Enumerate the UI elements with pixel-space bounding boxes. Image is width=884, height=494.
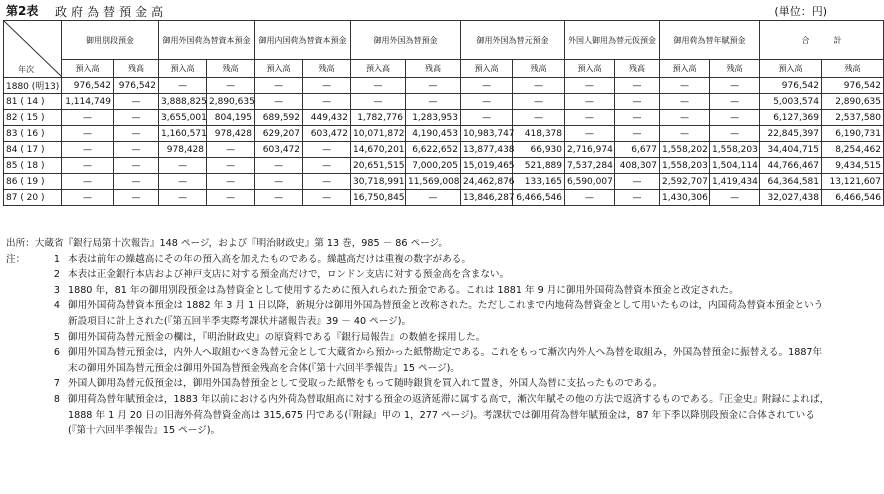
group-header: 外国人御用為替元仮預金 bbox=[565, 21, 660, 60]
value-cell: — bbox=[615, 174, 660, 190]
value-cell: 978,428 bbox=[159, 142, 207, 158]
value-cell: — bbox=[255, 78, 303, 94]
value-cell: — bbox=[255, 174, 303, 190]
year-cell: 83 ( 16 ) bbox=[4, 126, 62, 142]
value-cell: — bbox=[114, 158, 159, 174]
value-cell: 603,472 bbox=[303, 126, 351, 142]
value-cell: — bbox=[114, 126, 159, 142]
group-header: 御用別段預金 bbox=[62, 21, 159, 60]
value-cell: — bbox=[461, 78, 513, 94]
value-cell: — bbox=[710, 110, 760, 126]
value-cell: — bbox=[255, 158, 303, 174]
value-cell: 1,558,203 bbox=[710, 142, 760, 158]
value-cell: — bbox=[615, 94, 660, 110]
subheader-cell: 預入高 bbox=[351, 60, 406, 78]
value-cell: — bbox=[710, 126, 760, 142]
value-cell: — bbox=[114, 190, 159, 206]
group-header: 御用外国為替元預金 bbox=[461, 21, 565, 60]
note-prefix: 注： bbox=[6, 253, 26, 265]
value-cell: — bbox=[62, 110, 114, 126]
source-line: 出所：大蔵省『銀行局第十次報告』148 ページ，および『明治財政史』第 13 巻，985 － 86 ページ。 bbox=[6, 238, 448, 249]
value-cell: 1,504,114 bbox=[710, 158, 760, 174]
value-cell: 8,254,462 bbox=[822, 142, 884, 158]
value-cell: 2,537,580 bbox=[822, 110, 884, 126]
value-cell: — bbox=[159, 78, 207, 94]
note-number: 7 bbox=[53, 378, 60, 390]
value-cell: — bbox=[255, 190, 303, 206]
value-cell: 1,419,434 bbox=[710, 174, 760, 190]
value-cell: — bbox=[62, 190, 114, 206]
group-header: 合 計 bbox=[760, 21, 884, 60]
corner-cell bbox=[4, 21, 62, 78]
value-cell: 9,434,515 bbox=[822, 158, 884, 174]
note-text: 外国人御用為替元仮預金は，御用外国為替預金として受取った紙幣をもって随時銀貨を買入れて置き，外国人為替に支払ったものである。 bbox=[68, 378, 663, 390]
subheader-cell: 残高 bbox=[513, 60, 565, 78]
value-cell: — bbox=[207, 158, 255, 174]
subheader-row bbox=[4, 60, 884, 78]
deposit-table bbox=[3, 20, 884, 206]
value-cell: 4,190,453 bbox=[406, 126, 461, 142]
year-cell: 82 ( 15 ) bbox=[4, 110, 62, 126]
year-cell: 1880 (明13) bbox=[4, 78, 62, 94]
value-cell: — bbox=[351, 94, 406, 110]
value-cell: — bbox=[114, 94, 159, 110]
subheader-cell: 預入高 bbox=[760, 60, 822, 78]
value-cell: — bbox=[660, 126, 710, 142]
value-cell: 15,019,465 bbox=[461, 158, 513, 174]
value-cell: 978,428 bbox=[207, 126, 255, 142]
note-item bbox=[6, 345, 831, 376]
note-text: 御用外国荷為替資本預金は 1882 年 3 月 1 日以降，新規分は御用外国為替預金と改称された。ただしこれまで内地荷為替資金として用いたものは，内国荷為替資本預金という新設項目に計上された(『第五回半季実際考課状并諸報告表』39 － 40 ページ)。 bbox=[68, 300, 824, 327]
year-cell: 81 ( 14 ) bbox=[4, 94, 62, 110]
table-title: 政府為替預金高 bbox=[55, 5, 168, 19]
note-text: 御用外国荷為替元預金の欄は，『明治財政史』の原資料である『銀行局報告』の数値を採用した。 bbox=[68, 331, 486, 343]
value-cell: 16,750,845 bbox=[351, 190, 406, 206]
value-cell: — bbox=[303, 174, 351, 190]
value-cell: 13,877,438 bbox=[461, 142, 513, 158]
value-cell: — bbox=[303, 142, 351, 158]
value-cell: — bbox=[565, 126, 615, 142]
subheader-cell: 残高 bbox=[822, 60, 884, 78]
value-cell: 1,160,571 bbox=[159, 126, 207, 142]
note-prefix bbox=[6, 298, 30, 329]
value-cell: — bbox=[159, 174, 207, 190]
group-header: 御用荷為替年賦預金 bbox=[660, 21, 760, 60]
value-cell: 976,542 bbox=[114, 78, 159, 94]
value-cell: 20,651,515 bbox=[351, 158, 406, 174]
group-header: 御用内国荷為替資本預金 bbox=[255, 21, 351, 60]
value-cell: — bbox=[255, 94, 303, 110]
value-cell: — bbox=[461, 94, 513, 110]
value-cell: 32,027,438 bbox=[760, 190, 822, 206]
table-row bbox=[4, 94, 884, 110]
value-cell: 1,114,749 bbox=[62, 94, 114, 110]
value-cell: 976,542 bbox=[822, 78, 884, 94]
value-cell: — bbox=[513, 110, 565, 126]
value-cell: 2,890,635 bbox=[207, 94, 255, 110]
value-cell: — bbox=[207, 142, 255, 158]
value-cell: — bbox=[513, 78, 565, 94]
value-cell: 449,432 bbox=[303, 110, 351, 126]
value-cell: — bbox=[406, 190, 461, 206]
value-cell: — bbox=[710, 94, 760, 110]
value-cell: 1,430,306 bbox=[660, 190, 710, 206]
note-number: 1 bbox=[53, 253, 60, 265]
subheader-cell: 預入高 bbox=[660, 60, 710, 78]
note-prefix bbox=[6, 283, 30, 299]
value-cell: 976,542 bbox=[62, 78, 114, 94]
value-cell: 6,466,546 bbox=[822, 190, 884, 206]
note-number: 6 bbox=[53, 347, 60, 359]
value-cell: 44,766,467 bbox=[760, 158, 822, 174]
value-cell: — bbox=[615, 110, 660, 126]
value-cell: — bbox=[62, 174, 114, 190]
value-cell: 6,622,652 bbox=[406, 142, 461, 158]
value-cell: 1,782,776 bbox=[351, 110, 406, 126]
value-cell: 1,558,202 bbox=[660, 142, 710, 158]
value-cell: — bbox=[62, 158, 114, 174]
value-cell: — bbox=[207, 174, 255, 190]
value-cell: 689,592 bbox=[255, 110, 303, 126]
value-cell: 1,558,203 bbox=[660, 158, 710, 174]
value-cell: — bbox=[710, 190, 760, 206]
table-row bbox=[4, 126, 884, 142]
value-cell: 7,537,284 bbox=[565, 158, 615, 174]
value-cell: 10,983,747 bbox=[461, 126, 513, 142]
value-cell: — bbox=[159, 190, 207, 206]
value-cell: 10,071,872 bbox=[351, 126, 406, 142]
subheader-cell: 預入高 bbox=[62, 60, 114, 78]
subheader-cell: 残高 bbox=[615, 60, 660, 78]
note-text: 1880 年，81 年の御用別段預金は為替資金として使用するために預入れられた預金である。これは 1881 年 9 月に御用外国荷為替資本預金と改定された。 bbox=[68, 284, 739, 296]
note-number: 5 bbox=[53, 331, 60, 343]
note-prefix bbox=[6, 392, 30, 439]
value-cell: 34,404,715 bbox=[760, 142, 822, 158]
value-cell: 14,670,201 bbox=[351, 142, 406, 158]
value-cell: — bbox=[615, 190, 660, 206]
note-number: 3 bbox=[53, 284, 60, 296]
value-cell: 2,592,707 bbox=[660, 174, 710, 190]
value-cell: — bbox=[565, 94, 615, 110]
note-item bbox=[6, 298, 831, 329]
value-cell: — bbox=[62, 126, 114, 142]
value-cell: 521,889 bbox=[513, 158, 565, 174]
value-cell: 629,207 bbox=[255, 126, 303, 142]
value-cell: 133,165 bbox=[513, 174, 565, 190]
note-number: 4 bbox=[53, 300, 60, 312]
value-cell: 22,845,397 bbox=[760, 126, 822, 142]
subheader-cell: 残高 bbox=[114, 60, 159, 78]
value-cell: — bbox=[710, 78, 760, 94]
subheader-cell: 残高 bbox=[710, 60, 760, 78]
value-cell: 11,569,008 bbox=[406, 174, 461, 190]
value-cell: 418,378 bbox=[513, 126, 565, 142]
group-header: 御用外国為替預金 bbox=[351, 21, 461, 60]
value-cell: 3,888,825 bbox=[159, 94, 207, 110]
year-cell: 84 ( 17 ) bbox=[4, 142, 62, 158]
subheader-cell: 預入高 bbox=[565, 60, 615, 78]
value-cell: — bbox=[351, 78, 406, 94]
value-cell: 6,677 bbox=[615, 142, 660, 158]
value-cell: 13,121,607 bbox=[822, 174, 884, 190]
table-row bbox=[4, 158, 884, 174]
value-cell: 7,000,205 bbox=[406, 158, 461, 174]
value-cell: — bbox=[660, 110, 710, 126]
value-cell: — bbox=[114, 142, 159, 158]
note-text: 御用外国為替元預金は，内外人へ取組むべき為替元金として大蔵省から預かった紙幣勘定である。これをもって漸次内外人へ為替を取組み，外国為替預金に振替える。1887年末の御用外国為替元預金は御用外国為替預金残高を合体(『第十六回半季報告』15 ページ)。 bbox=[68, 347, 823, 374]
year-cell: 85 ( 18 ) bbox=[4, 158, 62, 174]
value-cell: 2,716,974 bbox=[565, 142, 615, 158]
value-cell: 6,590,007 bbox=[565, 174, 615, 190]
value-cell: — bbox=[660, 78, 710, 94]
value-cell: 24,462,876 bbox=[461, 174, 513, 190]
note-prefix bbox=[6, 376, 30, 392]
note-item bbox=[6, 267, 831, 283]
note-number: 2 bbox=[53, 269, 60, 281]
note-prefix bbox=[6, 330, 30, 346]
value-cell: 66,930 bbox=[513, 142, 565, 158]
value-cell: — bbox=[207, 190, 255, 206]
table-row bbox=[4, 142, 884, 158]
subheader-cell: 残高 bbox=[406, 60, 461, 78]
value-cell: 603,472 bbox=[255, 142, 303, 158]
table-row bbox=[4, 78, 884, 94]
note-text: 御用荷為替年賦預金は，1883 年以前における内外荷為替取組高に対する預金の返済延滞に属する高で，漸次年賦その他の方法で返済するものである。『正金史』附録によれば，1888 年 1 月 20 日の旧海外荷為替資金高は 315,675 円である(『附録』甲の 1，277 ページ)。考課状では御用荷為替年賦預金は，87 年下季以降別段預金に合体されている(『第十六回半季報告』15 ページ)。 bbox=[68, 393, 830, 437]
subheader-cell: 預入高 bbox=[255, 60, 303, 78]
value-cell: 13,846,287 bbox=[461, 190, 513, 206]
value-cell: 3,655,001 bbox=[159, 110, 207, 126]
note-prefix bbox=[6, 345, 30, 376]
table-number: 第2表 bbox=[6, 4, 39, 18]
value-cell: 6,190,731 bbox=[822, 126, 884, 142]
unit-label: (単位：円) bbox=[774, 5, 827, 18]
value-cell: — bbox=[159, 158, 207, 174]
value-cell: — bbox=[114, 174, 159, 190]
value-cell: — bbox=[62, 142, 114, 158]
subheader-cell: 残高 bbox=[303, 60, 351, 78]
table-row bbox=[4, 190, 884, 206]
year-column-label: 年次 bbox=[18, 65, 34, 74]
table-row bbox=[4, 110, 884, 126]
subheader-cell: 残高 bbox=[207, 60, 255, 78]
notes-section bbox=[6, 236, 831, 439]
value-cell: — bbox=[615, 126, 660, 142]
note-item bbox=[6, 252, 831, 268]
value-cell: — bbox=[114, 110, 159, 126]
value-cell: 64,364,581 bbox=[760, 174, 822, 190]
value-cell: — bbox=[565, 78, 615, 94]
value-cell: 5,003,574 bbox=[760, 94, 822, 110]
subheader-cell: 預入高 bbox=[159, 60, 207, 78]
value-cell: 408,307 bbox=[615, 158, 660, 174]
subheader-cell: 預入高 bbox=[461, 60, 513, 78]
value-cell: — bbox=[615, 78, 660, 94]
value-cell: — bbox=[461, 110, 513, 126]
note-item bbox=[6, 392, 831, 439]
value-cell: — bbox=[303, 190, 351, 206]
value-cell: — bbox=[660, 94, 710, 110]
value-cell: 30,718,991 bbox=[351, 174, 406, 190]
value-cell: 6,466,546 bbox=[513, 190, 565, 206]
table-header bbox=[0, 0, 839, 20]
value-cell: — bbox=[565, 110, 615, 126]
note-prefix bbox=[6, 267, 30, 283]
value-cell: — bbox=[406, 94, 461, 110]
value-cell: — bbox=[406, 78, 461, 94]
value-cell: — bbox=[303, 94, 351, 110]
value-cell: — bbox=[565, 190, 615, 206]
value-cell: 6,127,369 bbox=[760, 110, 822, 126]
note-text: 本表は前年の繰越高にその年の預入高を加えたものである。繰越高だけは重複の数字がある。 bbox=[68, 253, 471, 265]
table-body bbox=[4, 78, 884, 206]
note-item bbox=[6, 330, 831, 346]
year-cell: 87 ( 20 ) bbox=[4, 190, 62, 206]
note-number: 8 bbox=[53, 393, 60, 405]
note-text: 本表は正金銀行本店および神戸支店に対する預金高だけで，ロンドン支店に対する預金高を含まない。 bbox=[68, 269, 510, 281]
value-cell: 976,542 bbox=[760, 78, 822, 94]
value-cell: — bbox=[303, 158, 351, 174]
value-cell: 1,283,953 bbox=[406, 110, 461, 126]
notes-list bbox=[6, 252, 831, 439]
group-header: 御用外国荷為替資本預金 bbox=[159, 21, 255, 60]
value-cell: — bbox=[207, 78, 255, 94]
value-cell: 804,195 bbox=[207, 110, 255, 126]
value-cell: — bbox=[513, 94, 565, 110]
value-cell: — bbox=[303, 78, 351, 94]
year-cell: 86 ( 19 ) bbox=[4, 174, 62, 190]
value-cell: 2,890,635 bbox=[822, 94, 884, 110]
note-item bbox=[6, 283, 831, 299]
note-item bbox=[6, 376, 831, 392]
table-row bbox=[4, 174, 884, 190]
